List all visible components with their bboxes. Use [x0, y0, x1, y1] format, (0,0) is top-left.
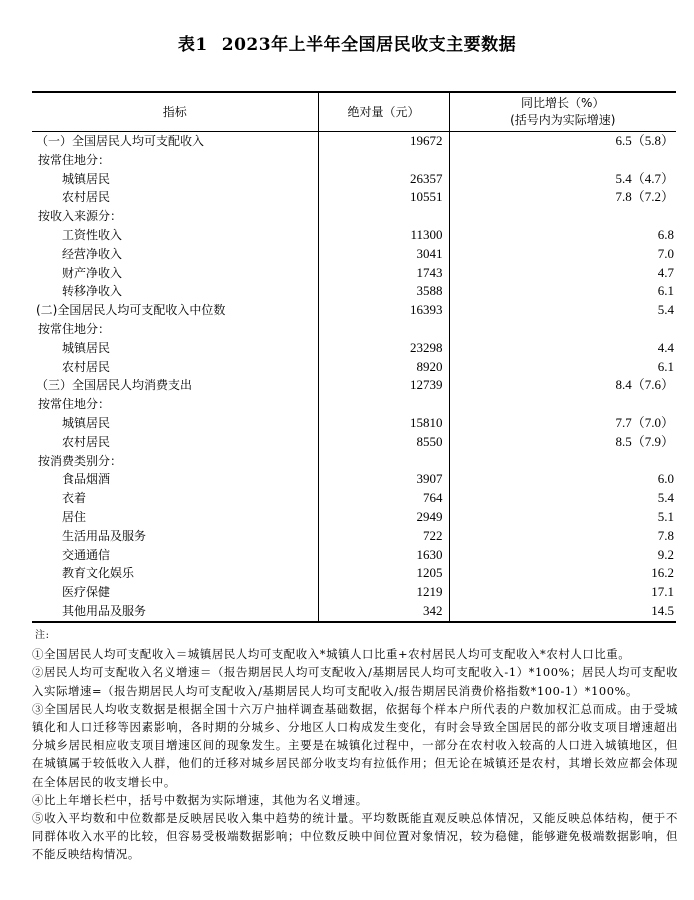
table-row — [32, 583, 676, 602]
row-growth-value: 7.7（7.0） — [449, 414, 676, 433]
table-row — [32, 489, 676, 508]
table-row — [32, 264, 676, 283]
row-growth-value: 6.8 — [449, 226, 676, 245]
row-absolute-value: 3907 — [318, 470, 449, 489]
note-1: ①全国居民人均可支配收入＝城镇居民人均可支配收入*城镇人口比重+农村居民人均可支配收入*农村人口比重。 — [32, 647, 631, 662]
row-growth-value: 6.1 — [449, 282, 676, 301]
note-2: ②居民人均可支配收入名义增速＝（报告期居民人均可支配收入/基期居民人均可支配收入-1）*100%；居民人均可支配收入实际增速=（报告期居民人均可支配收入/基期居民人均可支配收入/报告期居民消费价格指数*100-1）*100%。 — [32, 665, 678, 698]
table-row — [32, 170, 676, 189]
row-label: 按收入来源分： — [38, 209, 123, 224]
table-row — [32, 527, 676, 546]
row-absolute-value: 722 — [318, 527, 449, 546]
row-absolute-value: 3041 — [318, 245, 449, 264]
row-growth-value: 7.8 — [449, 527, 676, 546]
row-label: 食品烟酒 — [62, 472, 111, 487]
row-label: 按常住地分： — [38, 397, 111, 412]
row-growth-value: 5.4（4.7） — [449, 170, 676, 189]
row-absolute-value: 1219 — [318, 583, 449, 602]
row-growth-value: 4.4 — [449, 339, 676, 358]
row-absolute-value — [318, 207, 449, 226]
table-row — [32, 546, 676, 565]
table-body — [32, 132, 676, 622]
row-growth-value: 6.5（5.8） — [449, 132, 676, 151]
header-indicator: 指标 — [32, 92, 318, 132]
row-label: 交通通信 — [62, 547, 111, 562]
table-row — [32, 414, 676, 433]
row-label: (二)全国居民人均可支配收入中位数 — [36, 303, 226, 318]
table-row — [32, 339, 676, 358]
row-growth-value — [449, 151, 676, 170]
row-growth-value: 9.2 — [449, 546, 676, 565]
row-growth-value: 7.0 — [449, 245, 676, 264]
row-growth-value: 4.7 — [449, 264, 676, 283]
income-expenditure-table — [32, 91, 676, 623]
row-absolute-value: 16393 — [318, 301, 449, 320]
row-label: 财产净收入 — [62, 265, 123, 280]
table-row — [32, 508, 676, 527]
table-title-text: 2023年上半年全国居民收支主要数据 — [221, 35, 517, 55]
row-label: 教育文化娱乐 — [62, 566, 135, 581]
header-growth-line2: (括号内为实际增速) — [510, 113, 616, 127]
row-absolute-value: 23298 — [318, 339, 449, 358]
row-absolute-value — [318, 452, 449, 471]
notes-heading: 注: — [35, 630, 50, 641]
row-absolute-value — [318, 395, 449, 414]
row-label: 其他用品及服务 — [62, 603, 147, 618]
table-row — [32, 301, 676, 320]
header-growth-line1: 同比增长（%） — [521, 96, 605, 110]
row-growth-value — [449, 320, 676, 339]
row-growth-value — [449, 207, 676, 226]
table-row — [32, 564, 676, 583]
row-label: 城镇居民 — [62, 340, 111, 355]
table-row — [32, 207, 676, 226]
row-label: 农村居民 — [62, 434, 111, 449]
note-5: ⑤收入平均数和中位数都是反映居民收入集中趋势的统计量。平均数既能直观反映总体情况，又能反映总体结构，便于不同群体收入水平的比较，但容易受极端数据影响；中位数反映中间位置对象情况，较为稳健，能够避免极端数据影响，但不能反映结构情况。 — [32, 811, 678, 862]
row-absolute-value: 8550 — [318, 433, 449, 452]
table-row — [32, 282, 676, 301]
table-row — [32, 395, 676, 414]
row-absolute-value: 2949 — [318, 508, 449, 527]
row-label: 医疗保健 — [62, 585, 111, 600]
table-row — [32, 358, 676, 377]
row-label: 衣着 — [62, 491, 87, 506]
row-absolute-value: 10551 — [318, 188, 449, 207]
notes-section — [32, 627, 678, 864]
table-row — [32, 433, 676, 452]
row-absolute-value — [318, 320, 449, 339]
row-growth-value — [449, 395, 676, 414]
row-growth-value: 6.0 — [449, 470, 676, 489]
table-row — [32, 470, 676, 489]
row-label: （一）全国居民人均可支配收入 — [36, 134, 205, 148]
row-growth-value: 5.4 — [449, 301, 676, 320]
row-growth-value: 16.2 — [449, 564, 676, 583]
row-label: 按常住地分： — [38, 321, 111, 336]
table-row — [32, 376, 676, 395]
header-growth — [449, 92, 676, 132]
row-absolute-value: 342 — [318, 602, 449, 622]
row-label: 工资性收入 — [62, 227, 123, 242]
row-label: （三）全国居民人均消费支出 — [36, 378, 193, 393]
row-growth-value: 6.1 — [449, 358, 676, 377]
header-absolute: 绝对量（元） — [318, 92, 449, 132]
row-label: 城镇居民 — [62, 171, 111, 186]
table-row — [32, 245, 676, 264]
row-absolute-value: 12739 — [318, 376, 449, 395]
row-growth-value — [449, 452, 676, 471]
row-absolute-value: 764 — [318, 489, 449, 508]
row-label: 经营净收入 — [62, 246, 123, 261]
note-4: ④比上年增长栏中，括号中数据为实际增速，其他为名义增速。 — [32, 792, 368, 807]
table-row — [32, 188, 676, 207]
row-growth-value: 8.4（7.6） — [449, 376, 676, 395]
row-label: 农村居民 — [62, 359, 111, 374]
row-growth-value: 17.1 — [449, 583, 676, 602]
row-absolute-value: 8920 — [318, 358, 449, 377]
row-absolute-value: 1630 — [318, 546, 449, 565]
row-label: 城镇居民 — [62, 415, 111, 430]
row-growth-value: 5.1 — [449, 508, 676, 527]
row-label: 农村居民 — [62, 190, 111, 205]
table-row — [32, 452, 676, 471]
row-absolute-value: 1743 — [318, 264, 449, 283]
row-label: 生活用品及服务 — [62, 528, 147, 543]
row-absolute-value: 19672 — [318, 132, 449, 151]
table-number: 表1 — [177, 35, 208, 55]
row-growth-value: 5.4 — [449, 489, 676, 508]
row-absolute-value: 26357 — [318, 170, 449, 189]
row-label: 居住 — [62, 509, 87, 524]
row-growth-value: 14.5 — [449, 602, 676, 622]
row-label: 按消费类别分： — [38, 453, 123, 468]
row-growth-value: 8.5（7.9） — [449, 433, 676, 452]
table-row — [32, 602, 676, 622]
row-absolute-value: 11300 — [318, 226, 449, 245]
table-row — [32, 132, 676, 151]
table-row — [32, 226, 676, 245]
row-label: 转移净收入 — [62, 284, 123, 299]
row-absolute-value: 1205 — [318, 564, 449, 583]
note-3: ③全国居民人均收支数据是根据全国十六万户抽样调查基础数据，依据每个样本户所代表的户数加权汇总而成。由于受城镇化和人口迁移等因素影响，各时期的分城乡、分地区人口构成发生变化，有时会导致全国居民的部分收支项目增速超出分城乡居民相应收支项目增速区间的现象发生。主要是在城镇化过程中，一部分在农村收入较高的人口进入城镇地区，但在城镇属于较低收入人群，他们的迁移对城乡居民部分收支均有拉低作用；但无论在城镇还是农村，其增长效应都会体现在全体居民的收支增长中。 — [32, 701, 678, 789]
table-row — [32, 151, 676, 170]
row-absolute-value: 15810 — [318, 414, 449, 433]
row-absolute-value: 3588 — [318, 282, 449, 301]
row-label: 按常住地分： — [38, 152, 111, 167]
table-title — [0, 30, 694, 55]
row-absolute-value — [318, 151, 449, 170]
row-growth-value: 7.8（7.2） — [449, 188, 676, 207]
table-header-row — [32, 92, 676, 132]
table-row — [32, 320, 676, 339]
